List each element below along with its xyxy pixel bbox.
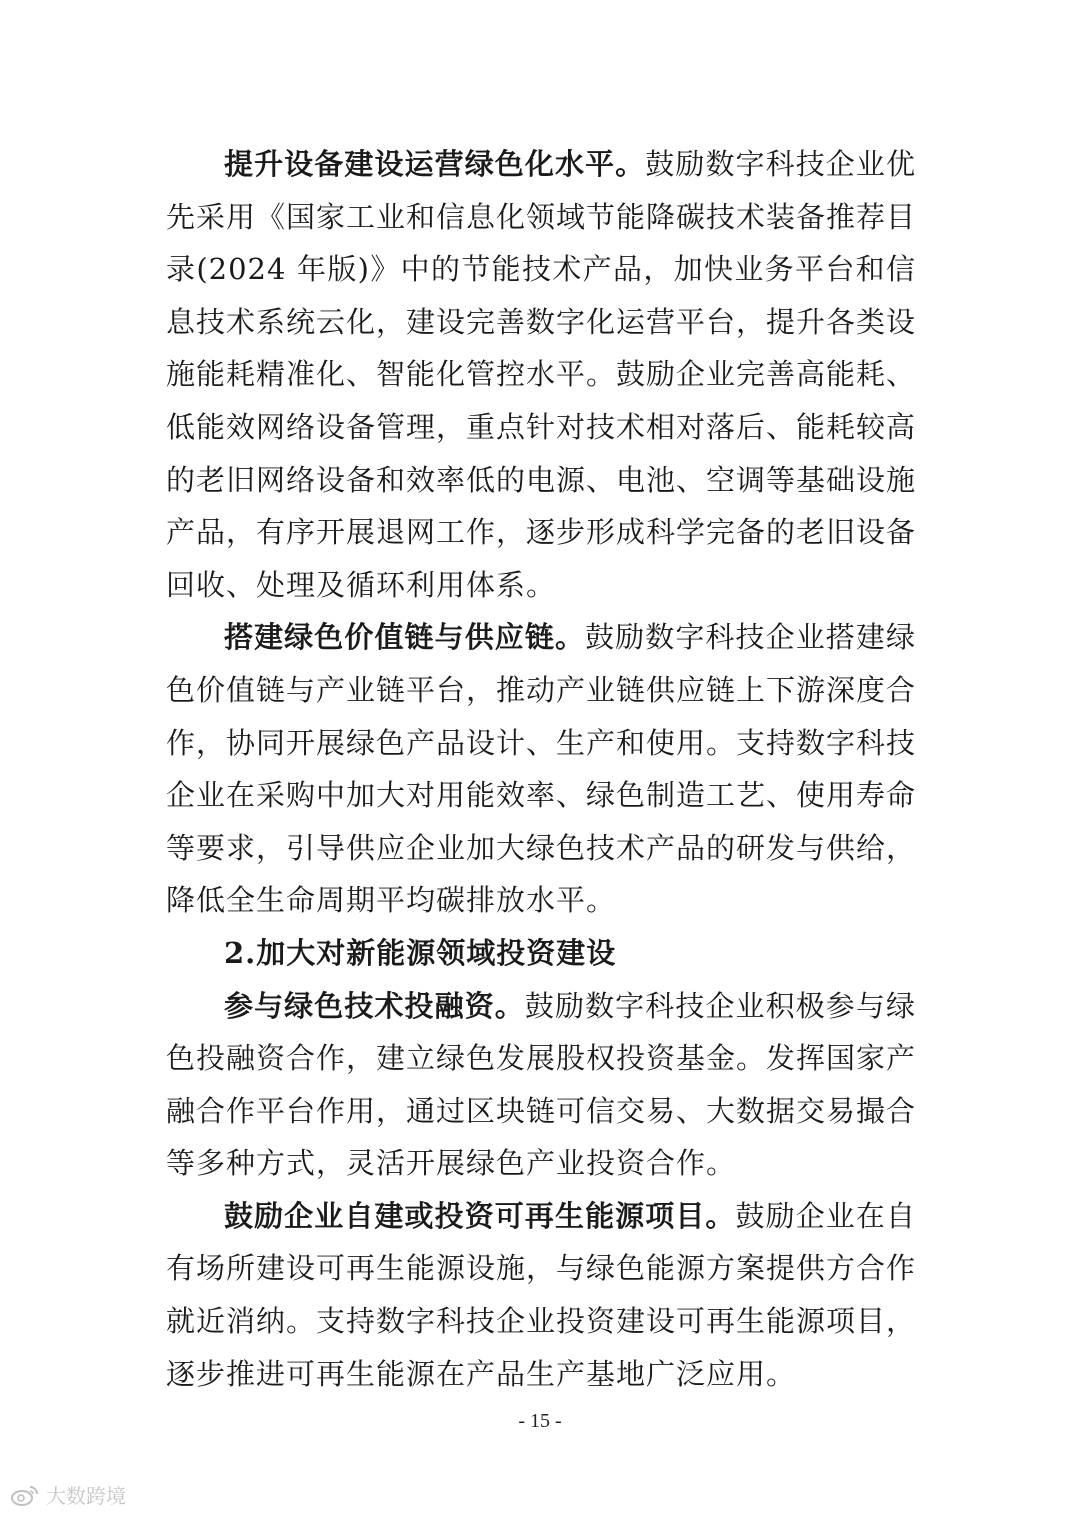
paragraph-lead: 搭建绿色价值链与供应链。 xyxy=(224,620,586,655)
paragraph-value-chain xyxy=(166,611,916,927)
document-page xyxy=(166,138,916,1400)
paragraph-body: 鼓励企业在自有场所建设可再生能源设施，与绿色能源方案提供方合作就近消纳。支持数字科技企业投资建设可再生能源项目，逐步推进可再生能源在产品生产基地广泛应用。 xyxy=(166,1198,917,1391)
paragraph-green-finance xyxy=(166,980,916,1190)
paragraph-lead: 鼓励企业自建或投资可再生能源项目。 xyxy=(224,1198,736,1233)
paragraph-renewable-energy xyxy=(166,1190,916,1400)
paragraph-body: 鼓励数字科技企业积极参与绿色投融资合作，建立绿色发展股权投资基金。发挥国家产融合作平台作用，通过区块链可信交易、大数据交易撮合等多种方式，灵活开展绿色产业投资合作。 xyxy=(166,988,917,1181)
watermark-text: 大数跨境 xyxy=(46,1484,126,1508)
paragraph-lead: 提升设备建设运营绿色化水平。 xyxy=(224,147,646,181)
page-number: - 15 - xyxy=(518,1410,562,1432)
paragraph-body: 鼓励数字科技企业搭建绿色价值链与产业链平台，推动产业链供应链上下游深度合作，协同开展绿色产品设计、生产和使用。支持数字科技企业在采购中加大对用能效率、绿色制造工艺、使用寿命等要求，引导供应企业加大绿色技术产品的研发与供给，降低全生命周期平均碳排放水平。 xyxy=(166,620,917,918)
watermark xyxy=(10,1480,126,1509)
paragraph-equipment-green xyxy=(166,138,916,611)
weibo-logo-icon xyxy=(10,1483,40,1507)
paragraph-body: 鼓励数字科技企业优先采用《国家工业和信息化领域节能降碳技术装备推荐目录(2024 年版)》中的节能技术产品，加快业务平台和信息技术系统云化，建设完善数字化运营平台，提升各类设施能耗精准化、智能化管控水平。鼓励企业完善高能耗、低能效网络设备管理，重点针对技术相对落后、能耗较高的老旧网络设备和效率低的电源、电池、空调等基础设施产品，有序开展退网工作，逐步形成科学完备的老旧设备回收、处理及循环利用体系。 xyxy=(166,147,917,602)
section-heading: 2.加大对新能源领域投资建设 xyxy=(224,935,617,970)
paragraph-lead: 参与绿色技术投融资。 xyxy=(224,988,525,1023)
